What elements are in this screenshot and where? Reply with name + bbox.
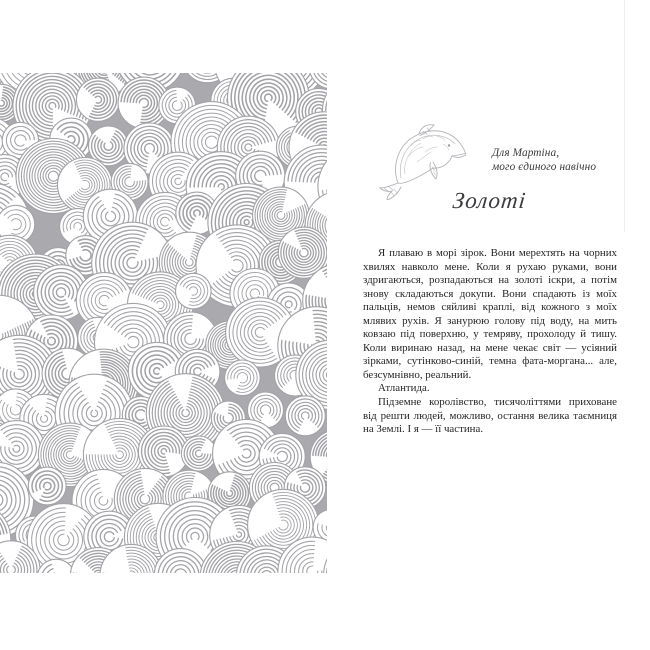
body-text xyxy=(363,247,617,437)
left-page xyxy=(0,73,327,573)
dolphin-eye xyxy=(448,144,450,146)
dolphin-pectoral-fin xyxy=(430,162,437,179)
dolphin-body xyxy=(396,131,466,184)
dedication-line: Для Мартіна, xyxy=(492,147,560,159)
page-edge-line xyxy=(624,0,625,232)
body-paragraph: Підземне королівство, тисячоліттями приховане від решти людей, можливо, остання велика таємниця на Землі. І я — її частина. xyxy=(363,396,617,436)
dedication-line: мого єдиного навічно xyxy=(492,160,597,173)
wave-scallop-pattern xyxy=(0,73,327,573)
chapter-title: Золоті xyxy=(452,188,528,213)
body-paragraph: Атлантида. xyxy=(378,382,430,395)
body-paragraph: Я плаваю в морі зірок. Вони мерехтять на чорних хвилях навколо мене. Коли я рухаю руками, вони здригаються, розпадаються на золоті іскри, а потім знову складаються докупи. Вони спадають із моїх пальців, немов сяйливі краплі, від кожного з моїх млявих рухів. Я занурюю голову під воду, на мить ковзаю під поверхню, у темряву, прохолоду й тишу. Коли виринаю назад, на мене чекає світ — усіяний зірками, сутінково-синій, темна фата-моргана... але, безсумнівно, реальний. xyxy=(363,247,617,381)
dolphin-mouth xyxy=(452,154,465,157)
dedication xyxy=(492,147,632,175)
